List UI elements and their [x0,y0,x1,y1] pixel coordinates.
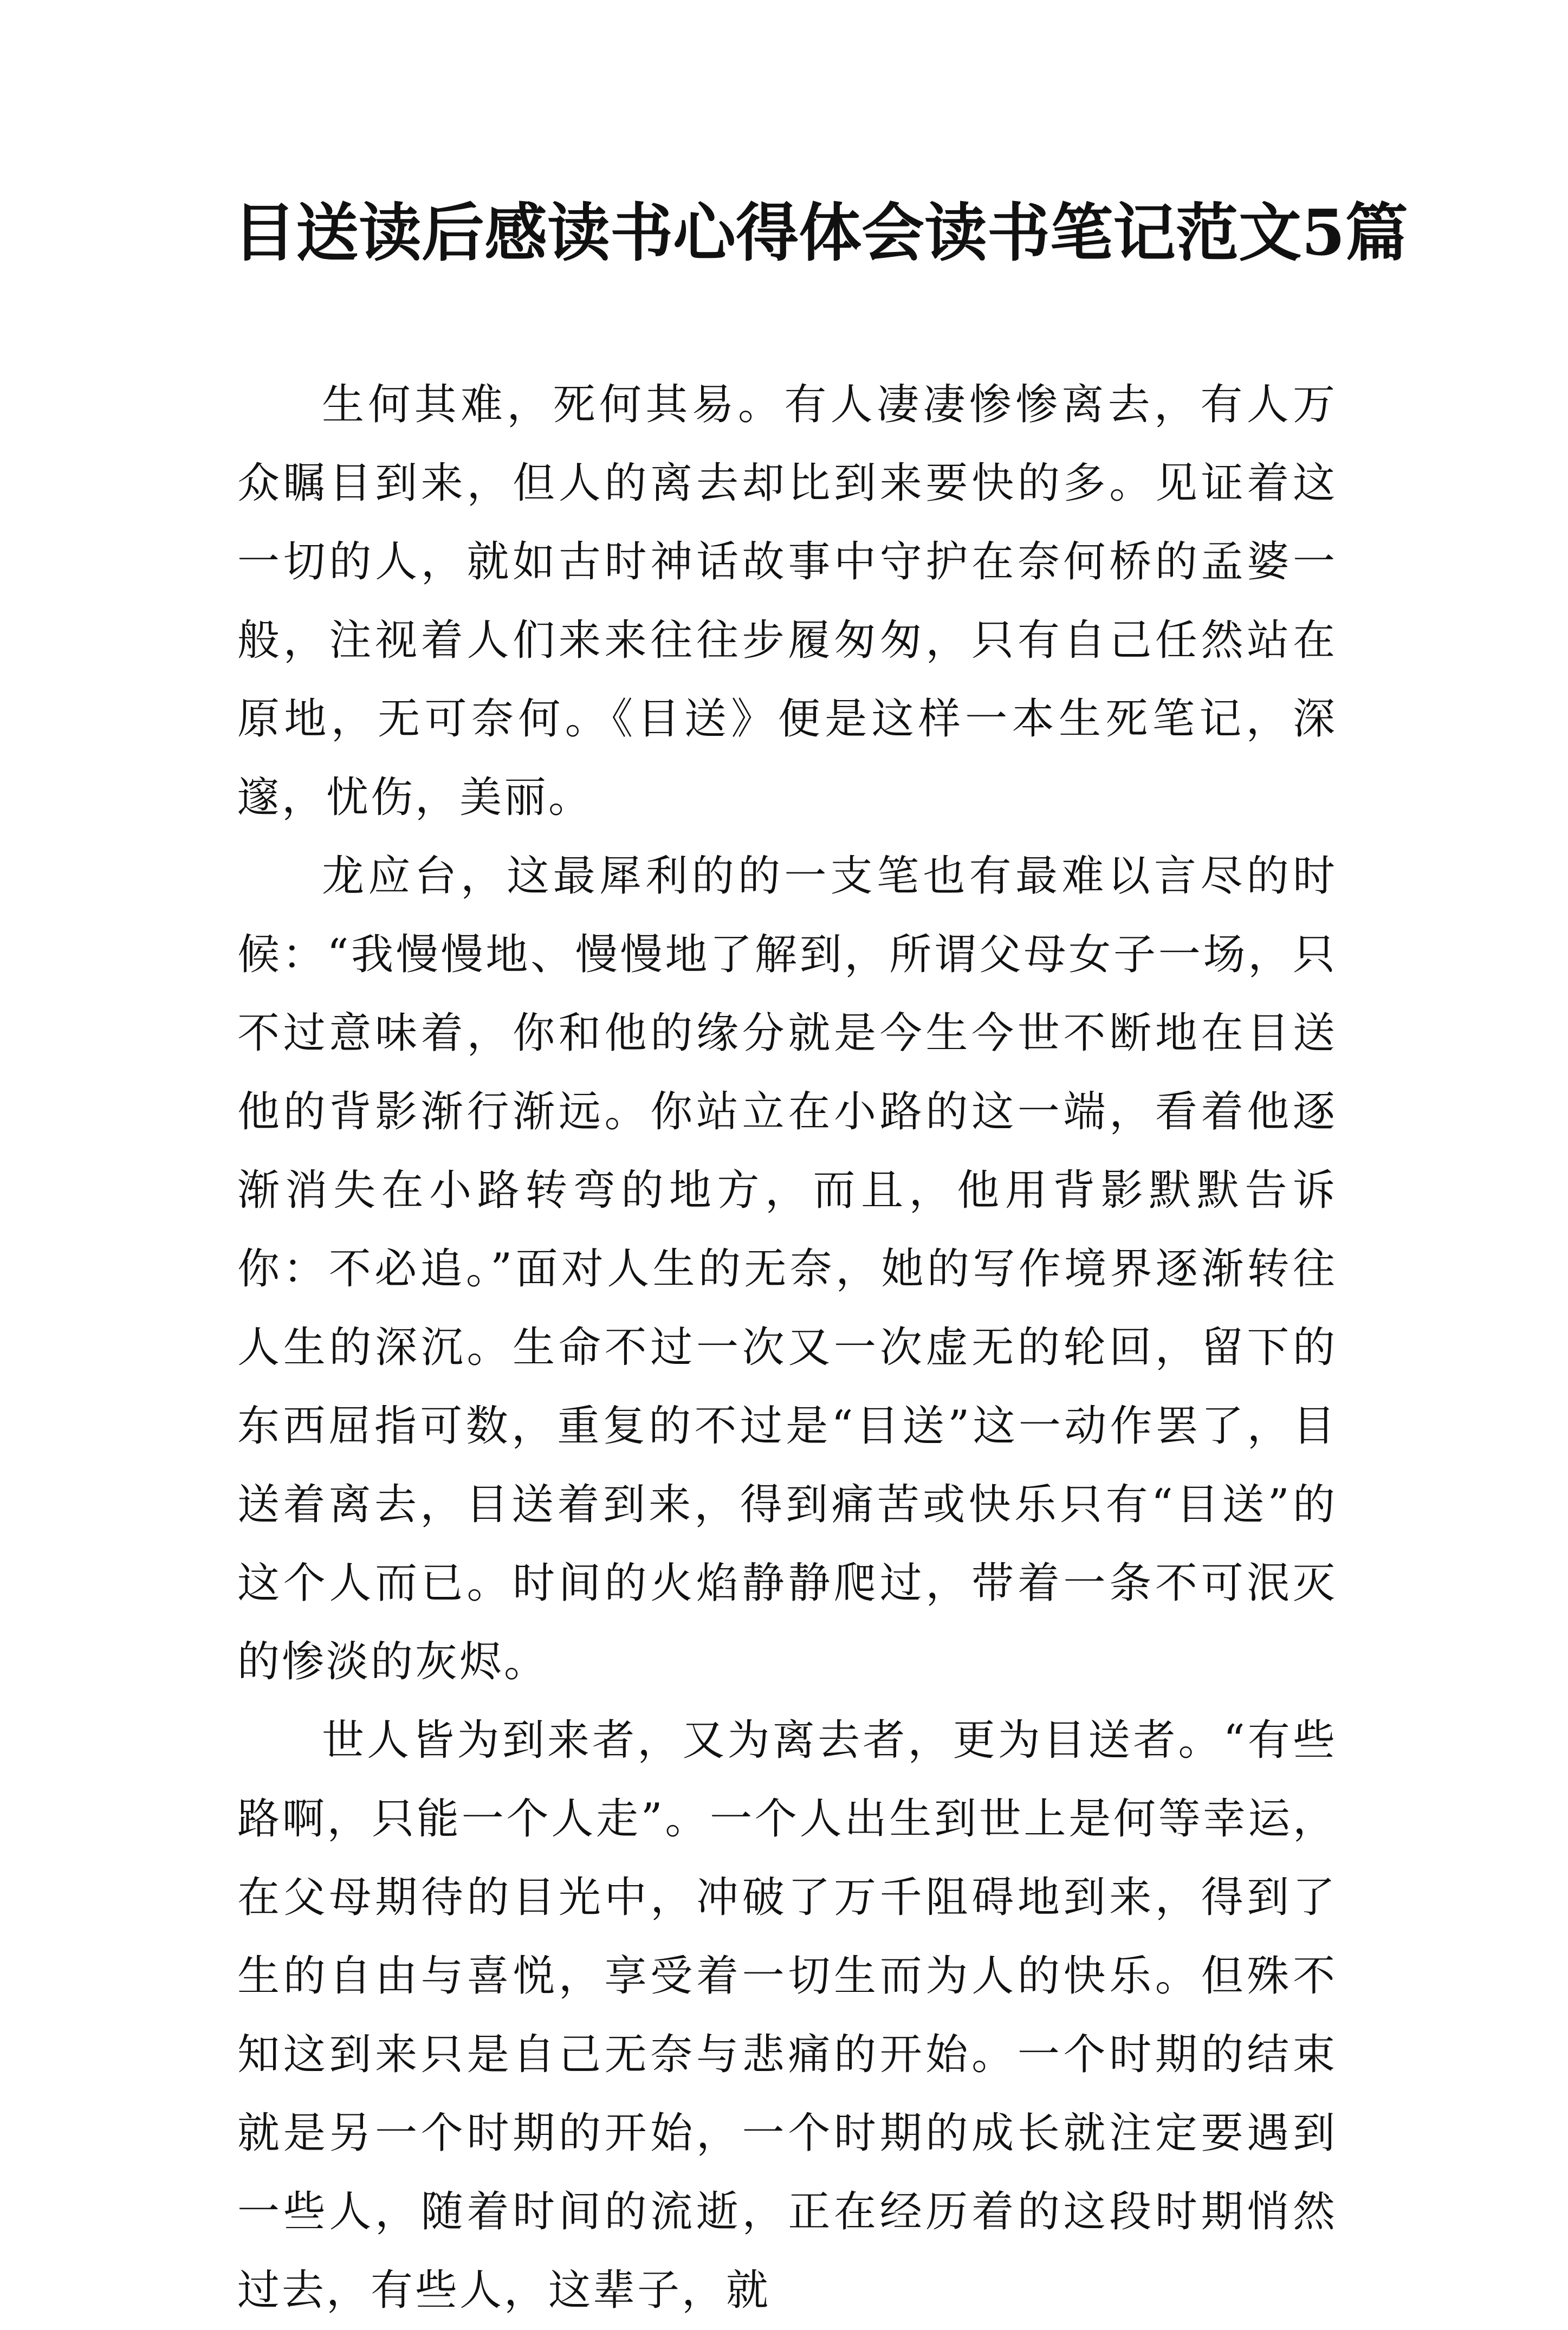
paragraph-2: 龙应台，这最犀利的的一支笔也有最难以言尽的时候：“我慢慢地、慢慢地了解到，所谓父母女子一场，只不过意味着，你和他的缘分就是今生今世不断地在目送他的背影渐行渐远。你站立在小路的这一端，看着他逐渐消失在小路转弯的地方，而且，他用背影默默告诉你：不必追。”面对人生的无奈，她的写作境界逐渐转往人生的深沉。生命不过一次又一次虚无的轮回，留下的东西屈指可数，重复的不过是“目送”这一动作罢了，目送着离去，目送着到来，得到痛苦或快乐只有“目送”的这个人而已。时间的火焰静静爬过，带着一条不可泯灭的惨淡的灰烬。 [237,852,1337,1686]
paragraph-3: 世人皆为到来者，又为离去者，更为目送者。“有些路啊，只能一个人走”。一个人出生到世上是何等幸运，在父母期待的目光中，冲破了万千阻碍地到来，得到了生的自由与喜悦，享受着一切生而为人的快乐。但殊不知这到来只是自己无奈与悲痛的开始。一个时期的结束就是另一个时期的开始，一个时期的成长就注定要遇到一些人，随着时间的流逝，正在经历着的这段时期悄然过去，有些人，这辈子，就 [237,1716,1337,2315]
document-title: 目送读后感读书心得体会读书笔记范文5篇 [233,196,1408,270]
paragraph-1: 生何其难，死何其易。有人凄凄惨惨离去，有人万众瞩目到来，但人的离去却比到来要快的多。见证着这一切的人，就如古时神话故事中守护在奈何桥的孟婆一般，注视着人们来来往往步履匆匆，只有自己任然站在原地，无可奈何。《目送》便是这样一本生死笔记，深邃，忧伤，美丽。 [237,380,1337,822]
document-body [237,366,1337,2330]
